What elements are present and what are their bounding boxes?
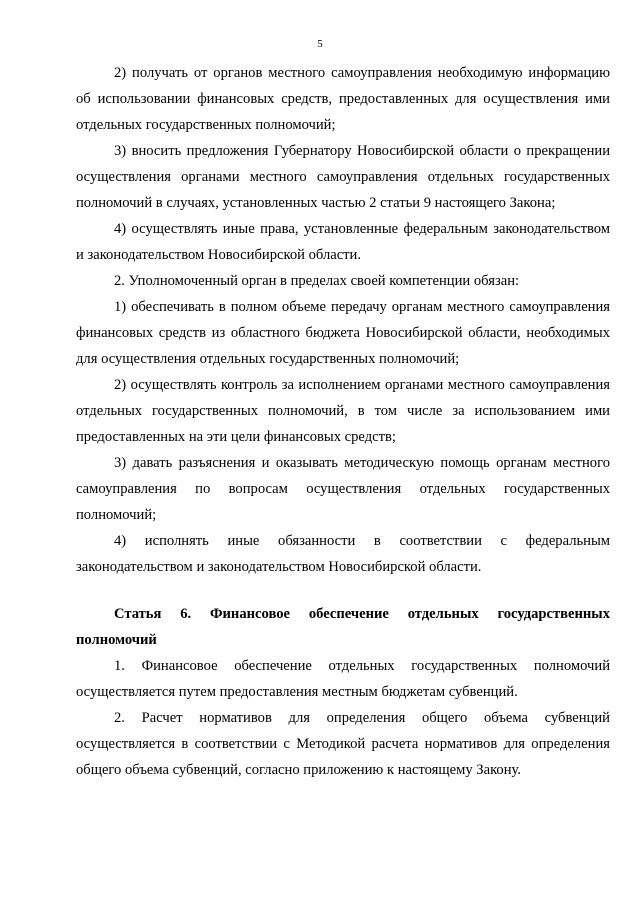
paragraph-duty-3: 3) давать разъяснения и оказывать методическую помощь органам местного самоуправления по вопросам осуществления отдельных государственных полномочий;	[76, 455, 610, 523]
paragraph-section-2-heading: 2. Уполномоченный орган в пределах своей компетенции обязан:	[114, 273, 520, 289]
page-number: 5	[317, 38, 323, 50]
paragraph-right-3: 3) вносить предложения Губернатору Новосибирской области о прекращении осуществления органами местного самоуправления отдельных государственных полномочий в случаях, установленных частью 2 статьи 9 настоящего Закона;	[76, 143, 610, 211]
article-6-title: Статья 6. Финансовое обеспечение отдельных государственных полномочий	[76, 606, 610, 648]
paragraph-duty-2: 2) осуществлять контроль за исполнением органами местного самоуправления отдельных государственных полномочий, в том числе за использованием ими предоставленных на эти цели финансовых средств;	[76, 377, 610, 445]
paragraph-article-6-1: 1. Финансовое обеспечение отдельных государственных полномочий осуществляется путем предоставления местным бюджетам субвенций.	[76, 658, 610, 700]
paragraph-duty-1: 1) обеспечивать в полном объеме передачу органам местного самоуправления финансовых средств из областного бюджета Новосибирской области, необходимых для осуществления отдельных государственных полномочий;	[76, 299, 610, 367]
paragraph-article-6-2: 2. Расчет нормативов для определения общего объема субвенций осуществляется в соответствии с Методикой расчета нормативов для определения общего объема субвенций, согласно приложению к настоящему Закону.	[76, 710, 610, 778]
paragraph-right-4: 4) осуществлять иные права, установленные федеральным законодательством и законодательством Новосибирской области.	[76, 221, 610, 263]
paragraph-duty-4: 4) исполнять иные обязанности в соответствии с федеральным законодательством и законодательством Новосибирской области.	[76, 533, 610, 575]
document-body	[76, 60, 610, 783]
paragraph-right-2: 2) получать от органов местного самоуправления необходимую информацию об использовании финансовых средств, предоставленных для осуществления ими отдельных государственных полномочий;	[76, 65, 610, 133]
